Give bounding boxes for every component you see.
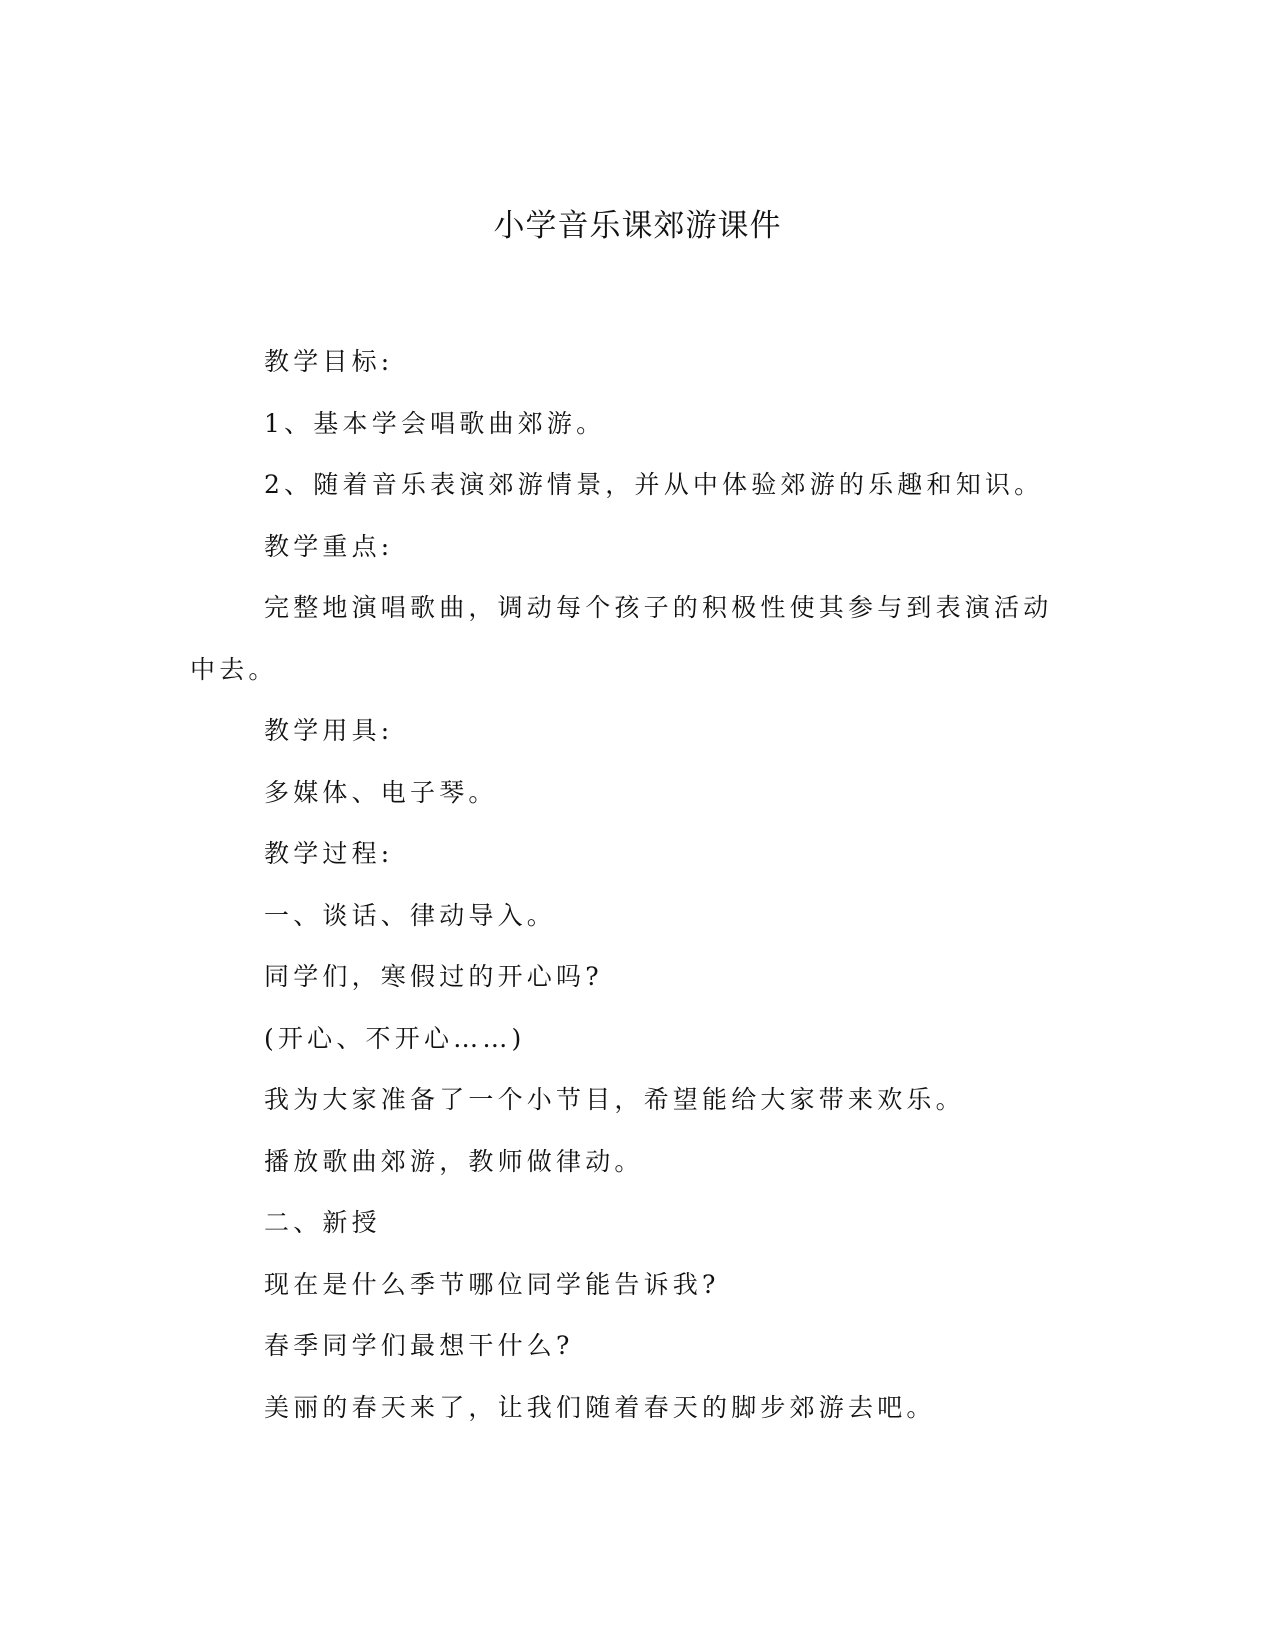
- process-paragraph: 春季同学们最想干什么?: [264, 1331, 574, 1360]
- section-heading-objectives: 教学目标:: [264, 347, 394, 376]
- process-step-heading: 二、新授: [264, 1208, 381, 1237]
- section-heading-key-points: 教学重点:: [264, 531, 394, 561]
- process-paragraph: 现在是什么季节哪位同学能告诉我?: [264, 1269, 720, 1299]
- section-heading-process: 教学过程:: [264, 839, 394, 868]
- process-step-heading: 一、谈话、律动导入。: [264, 900, 557, 930]
- section-heading-materials: 教学用具:: [264, 716, 394, 745]
- process-paragraph: (开心、不开心……): [264, 1023, 526, 1053]
- process-paragraph: 同学们，寒假过的开心吗?: [264, 962, 603, 991]
- process-paragraph: 播放歌曲郊游，教师做律动。: [264, 1146, 644, 1176]
- process-paragraph: 美丽的春天来了，让我们随着春天的脚步郊游去吧。: [264, 1392, 936, 1422]
- objective-item: 1、基本学会唱歌曲郊游。: [264, 408, 606, 438]
- materials-text: 多媒体、电子琴。: [264, 777, 498, 807]
- key-points-text: 完整地演唱歌曲，调动每个孩子的积极性使其参与到表演活动中去。: [190, 593, 1053, 684]
- objective-item: 2、随着音乐表演郊游情景，并从中体验郊游的乐趣和知识。: [264, 470, 1044, 499]
- process-paragraph: 我为大家准备了一个小节目，希望能给大家带来欢乐。: [264, 1085, 965, 1114]
- document-title: 小学音乐课郊游课件: [493, 208, 782, 244]
- document-body: [190, 331, 1070, 1438]
